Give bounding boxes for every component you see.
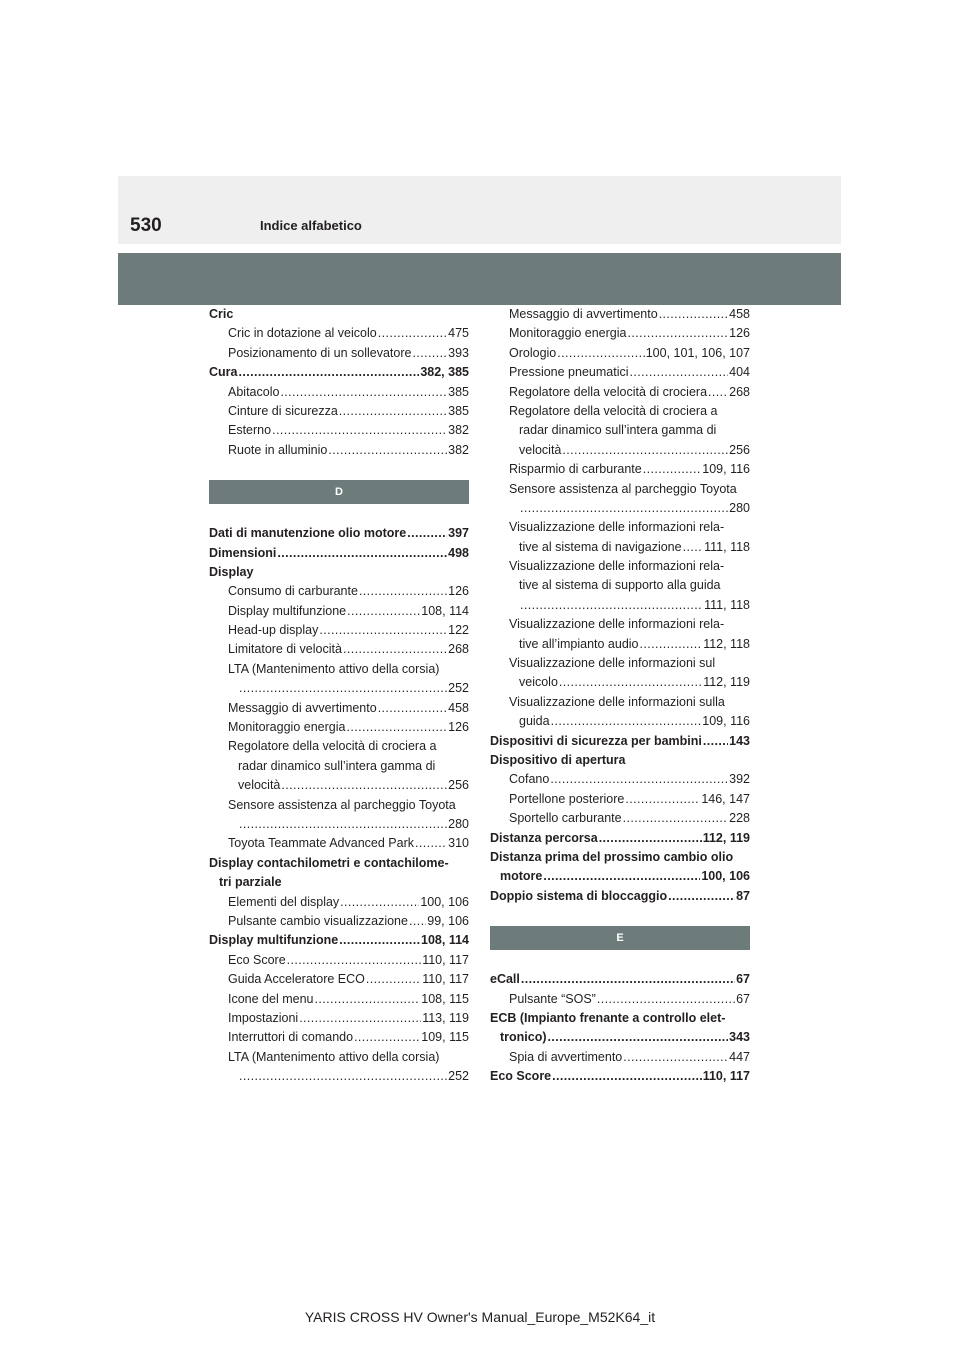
- dot-leader: [623, 1048, 728, 1067]
- index-entry: [209, 640, 469, 659]
- index-entry: [490, 557, 750, 576]
- footer-text: YARIS CROSS HV Owner's Manual_Europe_M52K64_it: [304, 1309, 656, 1325]
- index-entry: [490, 770, 750, 789]
- entry-page: 87: [736, 888, 750, 903]
- index-entry: [209, 737, 469, 756]
- entry-page: 100, 101, 106, 107: [645, 345, 750, 360]
- index-entry: [490, 790, 750, 809]
- entry-text: Display contachilometri e contachilome-: [209, 855, 449, 870]
- dot-leader: [409, 912, 426, 931]
- entry-text: Eco Score: [490, 1069, 552, 1084]
- entry-page: 280: [448, 816, 469, 831]
- entry-page: 108, 115: [421, 991, 469, 1006]
- entry-text: tive all’impianto audio: [519, 636, 639, 651]
- entry-text: Visualizzazione delle informazioni rela-: [509, 617, 725, 632]
- dot-leader: [659, 305, 728, 324]
- entry-page: 109, 116: [702, 462, 750, 477]
- index-entry: [209, 854, 469, 873]
- dot-leader: [328, 441, 447, 460]
- entry-page: 126: [729, 326, 750, 341]
- entry-page: 397: [448, 526, 469, 541]
- entry-text: Dispositivo di apertura: [490, 752, 626, 767]
- entry-page: 393: [448, 345, 469, 360]
- entry-text: tri parziale: [219, 875, 282, 890]
- entry-text: Pulsante “SOS”: [509, 991, 596, 1006]
- letter-heading-e: E: [490, 926, 750, 950]
- index-entry: [490, 615, 750, 634]
- dot-leader: [557, 344, 644, 363]
- entry-text: Regolatore della velocità di crociera a: [228, 739, 437, 754]
- entry-text: Cura: [209, 365, 238, 380]
- index-entry: [490, 480, 750, 499]
- entry-text: Eco Score: [228, 952, 286, 967]
- entry-text: Regolatore della velocità di crociera: [509, 384, 708, 399]
- entry-page: 110, 117: [422, 952, 469, 967]
- index-entry: [490, 635, 750, 654]
- index-entry: [490, 809, 750, 828]
- index-entry: [209, 1048, 469, 1067]
- index-entry: [490, 673, 750, 692]
- index-entry: [209, 582, 469, 601]
- entry-text: Cinture di sicurezza: [228, 403, 338, 418]
- index-entry: [209, 893, 469, 912]
- index-entry: [209, 621, 469, 640]
- index-entry: [209, 563, 469, 582]
- index-entry: [209, 931, 469, 950]
- entry-text: Interruttori di comando: [228, 1030, 354, 1045]
- dot-leader: [347, 602, 420, 621]
- entry-page: 310: [448, 836, 469, 851]
- index-entry: [209, 363, 469, 382]
- entry-page: 109, 115: [421, 1030, 469, 1045]
- entry-text: Display multifunzione: [228, 603, 347, 618]
- entry-page: 447: [729, 1049, 750, 1064]
- entry-text: ECB (Impianto frenante a controllo elet-: [490, 1010, 726, 1025]
- index-entry: [209, 679, 469, 698]
- index-entry: [490, 1067, 750, 1086]
- index-entry: [490, 460, 750, 479]
- dot-leader: [239, 1067, 447, 1086]
- entry-page: 458: [729, 307, 750, 321]
- dot-leader: [346, 718, 447, 737]
- entry-text: Doppio sistema di bloccaggio: [490, 888, 668, 903]
- dot-leader: [378, 324, 447, 343]
- index-entry: [490, 596, 750, 615]
- entry-text: Pressione pneumatici: [509, 365, 629, 380]
- entry-page: 99, 106: [427, 913, 469, 928]
- index-entry: [490, 751, 750, 770]
- entry-page: 385: [448, 403, 469, 418]
- index-entry: [490, 518, 750, 537]
- dot-leader: [559, 673, 702, 692]
- entry-text: Impostazioni: [228, 1010, 299, 1025]
- entry-page: 110, 117: [702, 1069, 750, 1084]
- entry-page: 111, 118: [704, 597, 750, 612]
- index-entry: [490, 848, 750, 867]
- entry-text: Guida Acceleratore ECO: [228, 972, 365, 987]
- dot-leader: [552, 1067, 702, 1086]
- index-entry: [490, 867, 750, 886]
- entry-text: Monitoraggio energia: [509, 326, 627, 341]
- dot-leader: [521, 970, 735, 989]
- dot-leader: [551, 712, 702, 731]
- dot-leader: [378, 699, 447, 718]
- dot-leader: [415, 834, 447, 853]
- index-entry: [209, 912, 469, 931]
- entry-text: velocità: [519, 442, 562, 457]
- entry-text: Messaggio di avvertimento: [509, 307, 658, 321]
- entry-page: 122: [448, 623, 469, 638]
- dot-leader: [543, 867, 700, 886]
- entry-text: Display multifunzione: [209, 933, 339, 948]
- index-entry: [209, 776, 469, 795]
- dot-leader: [340, 893, 419, 912]
- entry-text: Abitacolo: [228, 384, 280, 399]
- index-entry: [490, 383, 750, 402]
- entry-text: Pulsante cambio visualizzazione: [228, 913, 408, 928]
- index-entry: [209, 834, 469, 853]
- index-entry: [490, 1048, 750, 1067]
- entry-page: 385: [448, 384, 469, 399]
- index-entry: [490, 829, 750, 848]
- header-top-band: [118, 176, 841, 244]
- header-band: [118, 253, 841, 305]
- entry-text: Head-up display: [228, 623, 319, 638]
- dot-leader: [550, 770, 728, 789]
- letter-heading-d: D: [209, 480, 469, 504]
- entry-page: 392: [729, 772, 750, 787]
- entry-text: Dati di manutenzione olio motore: [209, 526, 407, 541]
- entry-page: 228: [729, 811, 750, 826]
- entry-page: 108, 114: [421, 603, 469, 618]
- entry-text: Icone del menu: [228, 991, 314, 1006]
- dot-leader: [412, 344, 447, 363]
- entry-text: Orologio: [509, 345, 557, 360]
- dot-leader: [359, 582, 447, 601]
- dot-leader: [520, 596, 703, 615]
- entry-page: 256: [448, 778, 469, 793]
- index-entry: [490, 576, 750, 595]
- dot-leader: [548, 1028, 729, 1047]
- entry-text: Risparmio di carburante: [509, 462, 642, 477]
- dot-leader: [299, 1009, 421, 1028]
- entry-text: Distanza percorsa: [490, 830, 598, 845]
- page-number: 530: [130, 215, 162, 236]
- dot-leader: [668, 887, 735, 906]
- entry-text: Elementi del display: [228, 894, 340, 909]
- entry-page: 475: [448, 326, 469, 341]
- dot-leader: [354, 1028, 420, 1047]
- index-entry: [209, 544, 469, 563]
- entry-page: 67: [736, 972, 750, 987]
- entry-text: Sensore assistenza al parcheggio Toyota: [228, 797, 456, 812]
- dot-leader: [623, 809, 729, 828]
- index-entry: [490, 538, 750, 557]
- index-entry: [209, 421, 469, 440]
- entry-page: 113, 119: [422, 1010, 469, 1025]
- index-entry: [490, 990, 750, 1009]
- dot-leader: [239, 679, 447, 698]
- entry-text: Ruote in alluminio: [228, 442, 328, 457]
- entry-text: Visualizzazione delle informazioni rela-: [509, 520, 725, 535]
- entry-text: tive al sistema di supporto alla guida: [519, 578, 721, 593]
- entry-text: Visualizzazione delle informazioni rela-: [509, 559, 725, 574]
- dot-leader: [319, 621, 447, 640]
- entry-page: 111, 118: [704, 539, 750, 554]
- index-entry: [209, 324, 469, 343]
- entry-text: Visualizzazione delle informazioni sulla: [509, 694, 725, 709]
- entry-page: 404: [729, 365, 750, 380]
- entry-text: Cofano: [509, 772, 550, 787]
- dot-leader: [339, 402, 447, 421]
- entry-text: LTA (Mantenimento attivo della corsia): [228, 1049, 440, 1064]
- index-entry: [490, 970, 750, 989]
- dot-leader: [314, 990, 420, 1009]
- dot-leader: [643, 460, 702, 479]
- entry-page: 252: [448, 1069, 469, 1084]
- entry-text: Consumo di carburante: [228, 584, 358, 599]
- entry-page: 112, 119: [702, 830, 750, 845]
- index-entry: [209, 660, 469, 679]
- index-entry: [209, 344, 469, 363]
- index-entry: [490, 421, 750, 440]
- entry-list: [490, 305, 750, 906]
- dot-leader: [287, 951, 422, 970]
- entry-page: 256: [729, 442, 750, 457]
- index-entry: [490, 363, 750, 382]
- entry-text: Dispositivi di sicurezza per bambini: [490, 733, 702, 748]
- entry-text: Cric in dotazione al veicolo: [228, 326, 377, 341]
- index-entry: [209, 441, 469, 460]
- index-entry: [490, 732, 750, 751]
- index-entry: [490, 1028, 750, 1047]
- index-entry: [209, 1028, 469, 1047]
- entry-text: Display: [209, 564, 254, 579]
- entry-text: Sensore assistenza al parcheggio Toyota: [509, 481, 737, 496]
- dot-leader: [630, 363, 729, 382]
- entry-page: 458: [448, 700, 469, 715]
- index-entry: [490, 654, 750, 673]
- entry-page: 109, 116: [702, 714, 750, 729]
- entry-page: 382, 385: [420, 365, 469, 380]
- index-entry: [209, 796, 469, 815]
- dot-leader: [277, 544, 447, 563]
- entry-page: 100, 106: [701, 869, 750, 884]
- index-entry: [490, 305, 750, 324]
- entry-page: 382: [448, 423, 469, 438]
- entry-text: Limitatore di velocità: [228, 642, 342, 657]
- entry-text: motore: [500, 869, 543, 884]
- index-entry: [209, 757, 469, 776]
- entry-page: 67: [736, 991, 750, 1006]
- entry-text: radar dinamico sull’intera gamma di: [519, 423, 717, 438]
- dot-leader: [703, 732, 728, 751]
- index-entry: [209, 402, 469, 421]
- entry-text: Messaggio di avvertimento: [228, 700, 377, 715]
- entry-text: Posizionamento di un sollevatore: [228, 345, 412, 360]
- index-entry: [209, 990, 469, 1009]
- dot-leader: [708, 383, 728, 402]
- entry-text: Cric: [209, 307, 234, 321]
- entry-list: [209, 305, 469, 460]
- entry-text: Portellone posteriore: [509, 791, 625, 806]
- dot-leader: [238, 363, 419, 382]
- dot-leader: [562, 441, 728, 460]
- entry-page: 268: [729, 384, 750, 399]
- dot-leader: [343, 640, 447, 659]
- entry-page: 252: [448, 681, 469, 696]
- entry-text: Distanza prima del prossimo cambio olio: [490, 849, 734, 864]
- dot-leader: [627, 324, 728, 343]
- index-entry: [490, 887, 750, 906]
- dot-leader: [640, 635, 703, 654]
- dot-leader: [339, 931, 420, 950]
- entry-page: 110, 117: [422, 972, 469, 987]
- entry-text: Visualizzazione delle informazioni sul: [509, 656, 716, 671]
- dot-leader: [597, 990, 735, 1009]
- entry-page: 143: [729, 733, 750, 748]
- entry-text: veicolo: [519, 675, 558, 690]
- entry-page: 382: [448, 442, 469, 457]
- entry-page: 498: [448, 545, 469, 560]
- dot-leader: [520, 499, 728, 518]
- dot-leader: [272, 421, 447, 440]
- entry-text: velocità: [238, 778, 281, 793]
- entry-page: 343: [729, 1030, 750, 1045]
- index-entry: [209, 970, 469, 989]
- index-entry: [209, 718, 469, 737]
- index-entry: [209, 305, 469, 324]
- dot-leader: [280, 383, 447, 402]
- section-title: Indice alfabetico: [260, 218, 362, 233]
- entry-page: 146, 147: [701, 791, 750, 806]
- entry-page: 112, 118: [703, 636, 750, 651]
- entry-text: Spia di avvertimento: [509, 1049, 623, 1064]
- index-entry: [490, 1009, 750, 1028]
- entry-page: 126: [448, 720, 469, 735]
- index-entry: [209, 524, 469, 543]
- index-entry: [490, 441, 750, 460]
- index-entry: [209, 1009, 469, 1028]
- index-entry: [209, 602, 469, 621]
- index-entry: [490, 324, 750, 343]
- entry-page: 112, 119: [703, 675, 750, 690]
- index-entry: [209, 873, 469, 892]
- entry-text: Dimensioni: [209, 545, 277, 560]
- index-entry: [209, 699, 469, 718]
- entry-text: LTA (Mantenimento attivo della corsia): [228, 661, 440, 676]
- entry-text: Toyota Teammate Advanced Park: [228, 836, 414, 851]
- index-entry: [490, 344, 750, 363]
- entry-text: radar dinamico sull’intera gamma di: [238, 758, 436, 773]
- index-entry: [209, 1067, 469, 1086]
- entry-text: Esterno: [228, 423, 272, 438]
- entry-page: 100, 106: [420, 894, 469, 909]
- index-entry: [490, 693, 750, 712]
- entry-text: Sportello carburante: [509, 811, 622, 826]
- entry-text: Monitoraggio energia: [228, 720, 346, 735]
- index-column-left: [209, 305, 469, 1086]
- index-entry: [209, 383, 469, 402]
- entry-list: [209, 524, 469, 1086]
- entry-text: guida: [519, 714, 550, 729]
- entry-text: eCall: [490, 972, 520, 987]
- dot-leader: [407, 524, 447, 543]
- index-entry: [209, 815, 469, 834]
- dot-leader: [366, 970, 421, 989]
- entry-page: 280: [729, 500, 750, 515]
- entry-text: Regolatore della velocità di crociera a: [509, 403, 718, 418]
- entry-page: 268: [448, 642, 469, 657]
- dot-leader: [281, 776, 447, 795]
- entry-list: [490, 970, 750, 1086]
- entry-page: 126: [448, 584, 469, 599]
- index-entry: [490, 712, 750, 731]
- entry-page: 108, 114: [421, 933, 469, 948]
- dot-leader: [599, 829, 702, 848]
- index-entry: [490, 499, 750, 518]
- index-entry: [209, 951, 469, 970]
- dot-leader: [239, 815, 447, 834]
- entry-text: tronico): [500, 1030, 547, 1045]
- index-entry: [490, 402, 750, 421]
- dot-leader: [683, 538, 704, 557]
- dot-leader: [625, 790, 700, 809]
- index-column-right: [490, 305, 750, 1086]
- entry-text: tive al sistema di navigazione: [519, 539, 682, 554]
